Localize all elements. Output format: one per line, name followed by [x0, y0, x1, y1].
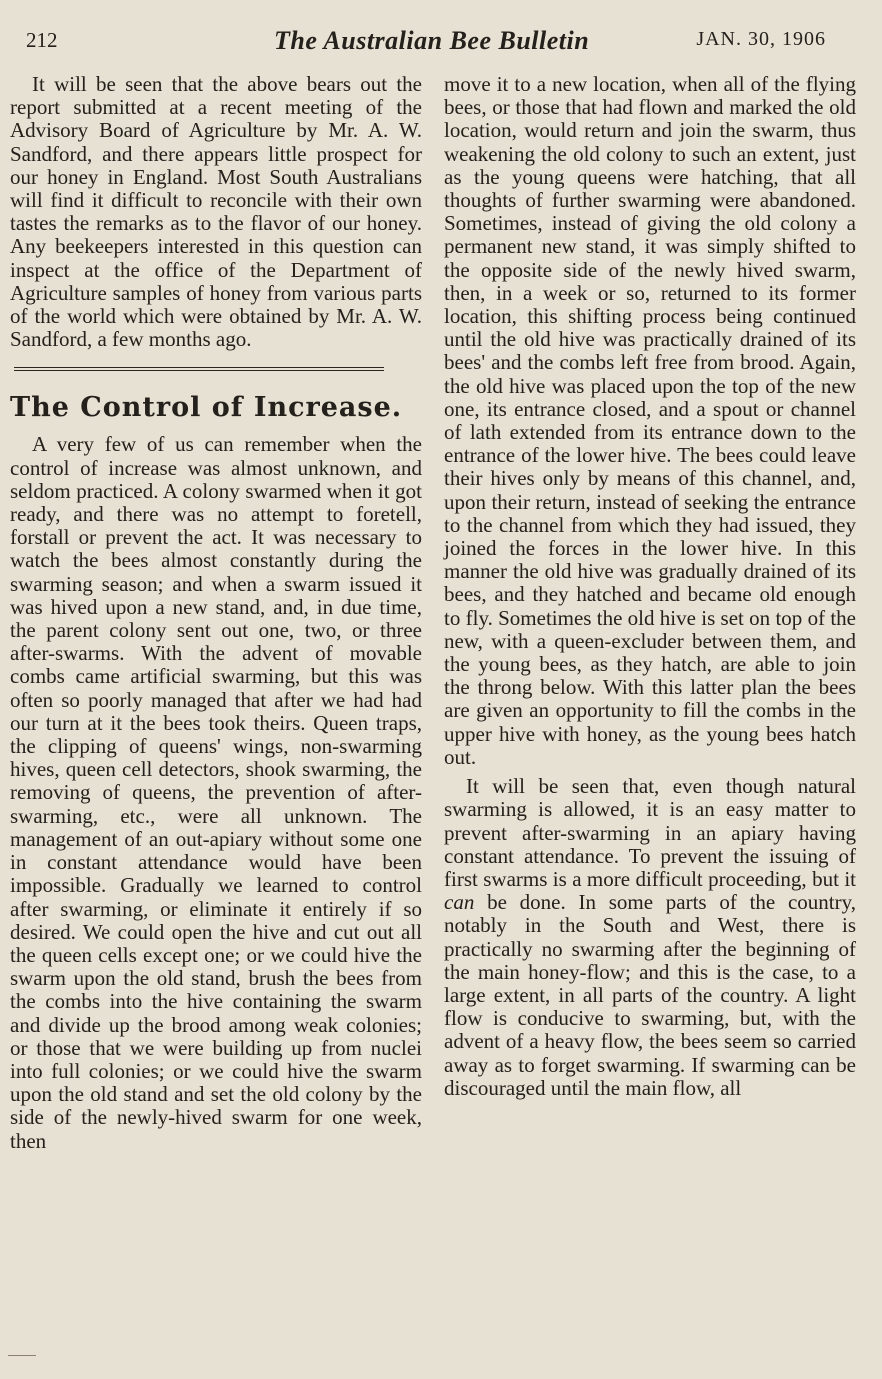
continued-paragraph: move it to a new location, when all of the flying bees, or those that had flown and marked the old location, would return and join the swarm, thus weakening the old colony to such an extent, just as the young queens were hatching, that all thoughts of further swarming were abandoned. Sometimes, instead of giving the old colony a permanent new stand, it was simply shifted to the opposite side of the newly hived swarm, then, in a week or so, returned to its former location, this shifting process being continued until the old hive was practically drained of its bees' and the combs left free from brood. Again, the old hive was placed upon the top of the new one, its entrance closed, and a spout or channel of lath extended from its entrance down to the entrance of the lower hive. The bees could leave their hives only by means of this channel, and, upon their return, instead of seeking the entrance to the channel from which they had issued, they joined the forces in the lower hive. In this manner the old hive was gradually drained of its bees, and they hatched and became old enough to fly. Sometimes the old hive is set on top of the new, with a queen-excluder between them, and the young bees, as they hatch, are able to join the throng below. With this latter plan the bees are given an opportunity to fill the combs in the upper hive with honey, as the young bees hatch out. [444, 72, 856, 769]
article-paragraph-2 [444, 775, 856, 1100]
right-column [444, 73, 856, 1100]
section-title: The Control of Increase. [10, 392, 403, 424]
emphasis-can: can [444, 890, 475, 915]
paragraph-2-text-a: It will be seen that, even though natural swarming is allowed, it is an easy matter to prevent after-swarming in an apiary having constant attendance. To prevent the issuing of first swarms is a more difficult proceeding, but it [444, 774, 856, 891]
issue-date: JAN. 30, 1906 [696, 28, 826, 50]
page-header [26, 26, 826, 58]
page-edge-mark [8, 1355, 36, 1356]
left-column [10, 73, 422, 1153]
article-paragraph: A very few of us can remember when the control of increase was almost unknown, and seldom practiced. A colony swarmed when it got ready, and there was no attempt to foretell, forstall or prevent the act. It was necessary to watch the bees almost constantly during the swarming season; and when a swarm issued it was hived upon a new stand, and, in due time, the parent colony sent out one, two, or three after-swarms. With the advent of movable combs came artificial swarming, but this was often so poorly managed that after we had had our turn at it the bees took theirs. Queen traps, the clipping of queens' wings, non-swarming hives, queen cell detectors, shook swarming, the removing of queens, the prevention of after-swarming, etc., were all unknown. The management of an out-apiary without some one in constant attendance would have been impossible. Gradually we learned to control after swarming, or eliminate it entirely if so desired. We could open the hive and cut out all the queen cells except one; or we could hive the swarm upon the old stand, brush the bees from the combs into the hive containing the swarm and divide up the brood among weak colonies; or those that we were building up from nuclei into full colonies; or we could hive the swarm upon the old stand and set the old colony by the side of the newly-hived swarm for one week, then [10, 432, 422, 1153]
section-divider [14, 367, 384, 371]
page-number: 212 [26, 28, 58, 52]
journal-title: The Australian Bee Bulletin [274, 26, 590, 55]
intro-paragraph: It will be seen that the above bears out the report submitted at a recent meeting of the Advisory Board of Agriculture by Mr. A. W. Sandford, and there appears little prospect for our honey in England. Most South Australians will find it difficult to reconcile with their own tastes the remarks as to the flavor of our honey. Any beekeepers interested in this question can inspect at the office of the Department of Agriculture samples of honey from various parts of the world which were obtained by Mr. A. W. Sandford, a few months ago. [10, 72, 422, 352]
paragraph-2-text-b: be done. In some parts of the country, notably in the South and West, there is practically no swarming after the beginning of the main honey-flow; and this is the case, to a large extent, in all parts of the country. A light flow is conducive to swarming, but, with the advent of a heavy flow, the bees seem so carried away as to forget swarming. If swarming can be discouraged until the main flow, all [444, 890, 857, 1100]
